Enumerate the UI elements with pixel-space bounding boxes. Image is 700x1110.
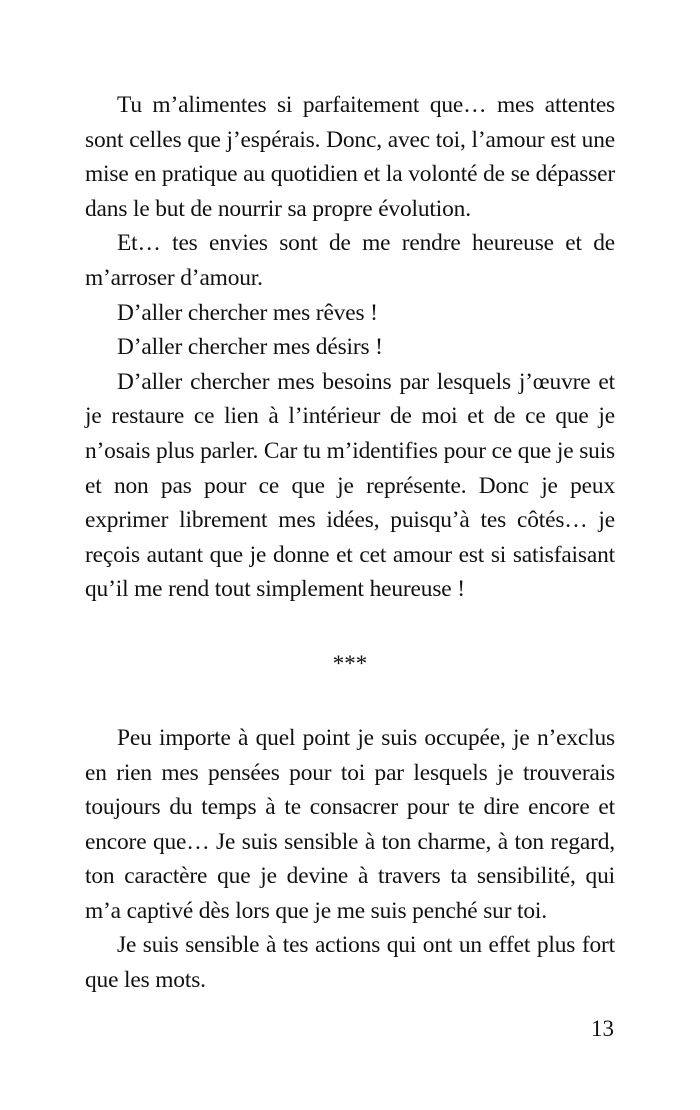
- paragraph-nourish: Tu m’alimentes si parfaitement que… mes attentes sont celles que j’espérais. Donc, avec toi, l’amour est une mise en pratique au quotidien et la volonté de se dépasser dans le but de nourrir sa propre évolution.: [85, 92, 615, 222]
- page-number: 13: [591, 1016, 614, 1041]
- section-separator: ***: [332, 650, 368, 676]
- paragraph-wishes: D’aller chercher mes désirs !: [117, 334, 383, 361]
- page-body: [85, 88, 615, 998]
- paragraph-busy: Peu importe à quel point je suis occupée, je n’exclus en rien mes pensées pour toi par lesquels je trouverais toujours du temps à te consacrer pour te dire encore et encore que… Je suis sensible à ton charme, à ton regard, ton caractère que je devine à travers ta sensibilité, qui m’a captivé dès lors que je me suis penché sur toi.: [85, 724, 615, 924]
- paragraph-actions: Je suis sensible à tes actions qui ont un effet plus fort que les mots.: [85, 932, 615, 994]
- paragraph-dreams: D’aller chercher mes rêves !: [117, 299, 378, 326]
- paragraph-needs: D’aller chercher mes besoins par lesquels j’œuvre et je restaure ce lien à l’intérieur de moi et de ce que je n’osais plus parler. Car tu m’identifies pour ce que je suis et non pas pour ce que je représente. Donc je peux exprimer librement mes idées, puisqu’à tes côtés… je reçois autant que je donne et cet amour est si satisfaisant qu’il me rend tout simplement heureuse !: [85, 368, 615, 603]
- paragraph-desires: Et… tes envies sont de me rendre heureuse et de m’arroser d’amour.: [85, 230, 615, 291]
